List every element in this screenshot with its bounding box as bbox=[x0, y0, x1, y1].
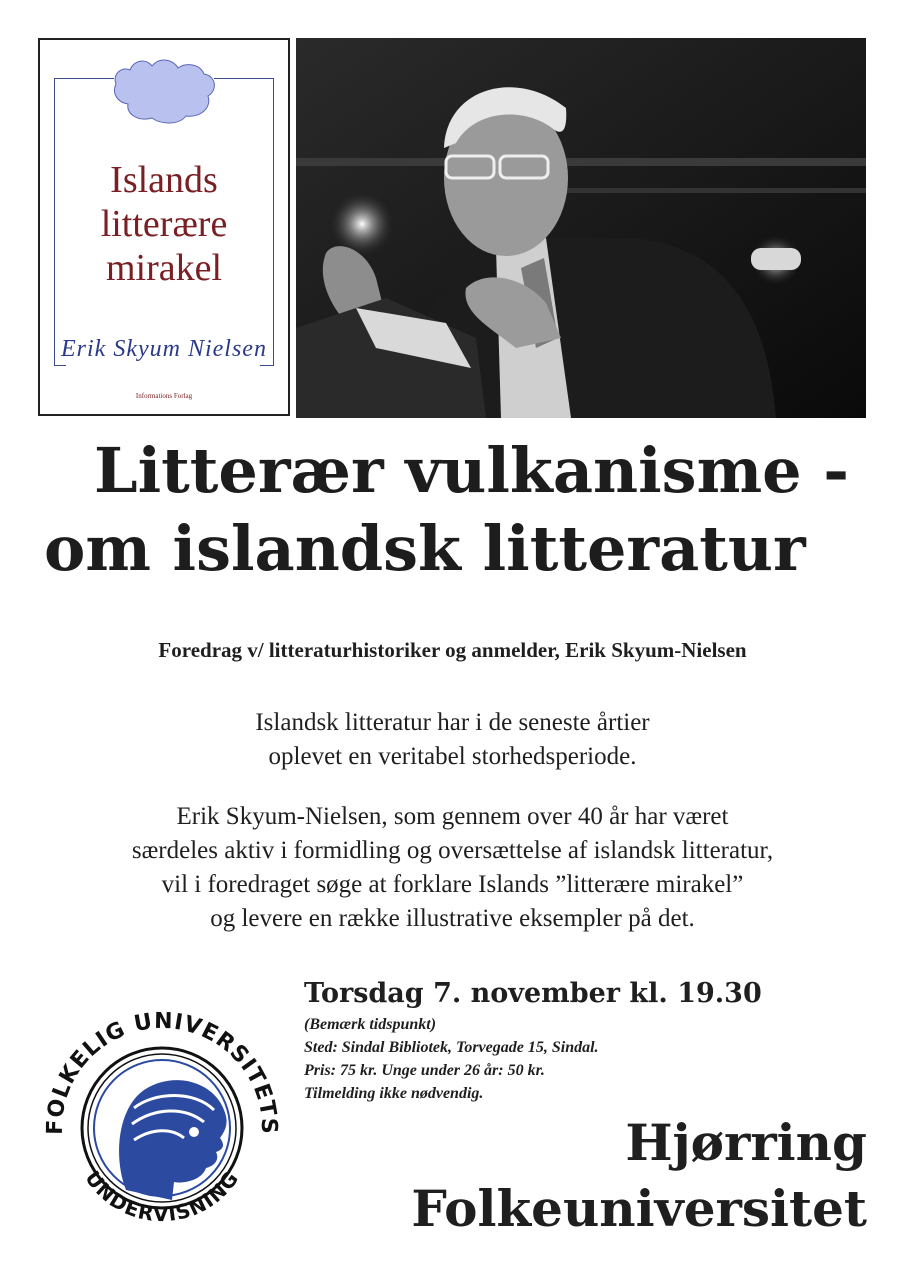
author-signature: Erik Skyum Nielsen bbox=[61, 336, 267, 362]
body-paragraph: Erik Skyum-Nielsen, som gennem over 40 år har været særdeles aktiv i formidling og oversættelse af islandsk litteratur, vil i foredraget søge at forklare Islands ”litterære mirakel” og levere en række illustrative eksempler på det. bbox=[131, 803, 774, 932]
organizer-name: Hjørring Folkeuniversitet bbox=[411, 1113, 867, 1238]
seal-text-bottom: UNDERVISNING bbox=[80, 1166, 244, 1227]
folkeuniversitet-seal-icon bbox=[34, 1000, 290, 1256]
event-registration: Tilmelding ikke nødvendig. bbox=[304, 1085, 484, 1102]
seal-text-top: FOLKELIG UNIVERSITETS bbox=[42, 1008, 282, 1135]
headline: Litterær vulkanisme - om islandsk litteratur bbox=[44, 434, 849, 585]
event-location: Sted: Sindal Bibliotek, Torvegade 15, Sindal. bbox=[304, 1039, 599, 1056]
intro-paragraph: Islandsk litteratur har i de seneste årtier oplevet en veritabel storhedsperiode. bbox=[255, 709, 650, 770]
publisher-label: Informations Forlag bbox=[135, 392, 193, 400]
event-date: Torsdag 7. november kl. 19.30 bbox=[304, 978, 762, 1009]
event-note: (Bemærk tidspunkt) bbox=[304, 1016, 437, 1033]
speaker-photo bbox=[296, 38, 866, 418]
event-price: Pris: 75 kr. Unge under 26 år: 50 kr. bbox=[304, 1062, 545, 1079]
event-info bbox=[304, 978, 762, 1105]
book-title: Islands litterære mirakel bbox=[100, 159, 228, 289]
book-cover bbox=[38, 38, 290, 416]
subtitle: Foredrag v/ litteraturhistoriker og anmelder, Erik Skyum-Nielsen bbox=[158, 638, 747, 662]
